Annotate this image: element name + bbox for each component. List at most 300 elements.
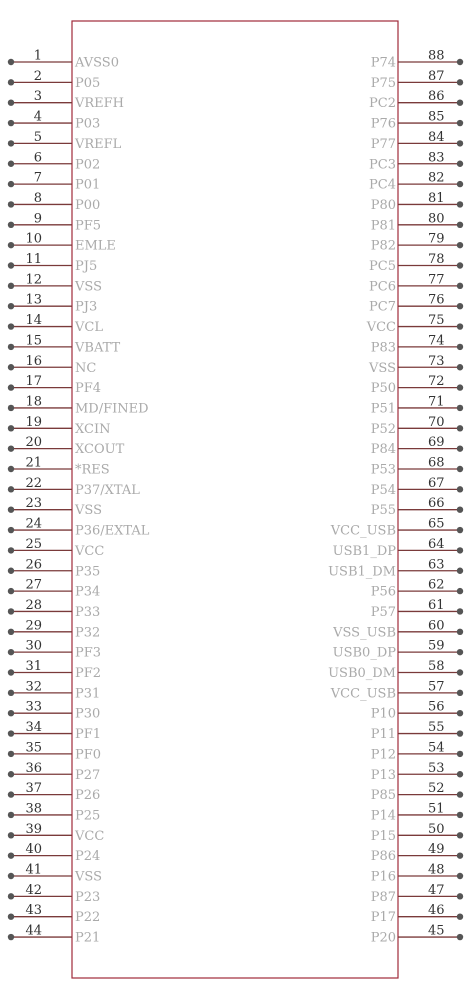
pin-number: 56 [428, 699, 445, 715]
pin-endpoint-dot [8, 527, 14, 533]
pin-number: 53 [428, 760, 445, 776]
pin-endpoint-dot [8, 588, 14, 594]
pin-number: 77 [428, 272, 445, 288]
pin-endpoint-dot [8, 384, 14, 390]
pin-40 [8, 842, 100, 864]
pin-name: P55 [370, 503, 396, 519]
pin-endpoint-dot [457, 222, 463, 228]
pin-endpoint-dot [8, 79, 14, 85]
pin-number: 7 [33, 170, 42, 186]
pin-number: 8 [33, 190, 42, 206]
pin-5 [8, 130, 122, 152]
pin-endpoint-dot [457, 608, 463, 614]
pin-endpoint-dot [8, 344, 14, 350]
pin-endpoint-dot [457, 669, 463, 675]
pin-endpoint-dot [457, 629, 463, 635]
pin-endpoint-dot [8, 730, 14, 736]
pin-endpoint-dot [457, 283, 463, 289]
pin-name: P33 [75, 604, 101, 620]
pin-20 [8, 435, 125, 457]
pin-name: AVSS0 [75, 55, 119, 71]
pin-number: 32 [25, 679, 42, 695]
pin-endpoint-dot [8, 873, 14, 879]
pin-name: NC [75, 360, 97, 376]
pin-38 [8, 801, 100, 823]
pin-endpoint-dot [8, 507, 14, 513]
pin-35 [8, 740, 101, 762]
pin-number: 17 [25, 374, 42, 390]
pin-name: P85 [370, 788, 396, 804]
pin-endpoint-dot [8, 771, 14, 777]
pin-endpoint-dot [457, 181, 463, 187]
pin-number: 15 [25, 333, 42, 349]
pin-endpoint-dot [457, 120, 463, 126]
pin-number: 28 [25, 597, 42, 613]
pin-27 [8, 578, 100, 600]
pin-endpoint-dot [8, 323, 14, 329]
pin-number: 61 [428, 597, 445, 613]
pin-endpoint-dot [457, 364, 463, 370]
pin-name: P35 [75, 564, 101, 580]
pin-number: 4 [33, 109, 42, 125]
pin-endpoint-dot [8, 364, 14, 370]
pin-endpoint-dot [457, 262, 463, 268]
pin-name: P21 [75, 930, 101, 946]
pin-48 [371, 863, 463, 885]
pin-17 [8, 374, 101, 396]
pin-88 [371, 49, 463, 71]
pin-53 [371, 761, 463, 783]
pin-name: P53 [370, 462, 396, 478]
pin-endpoint-dot [8, 629, 14, 635]
pin-number: 80 [428, 211, 445, 227]
pin-endpoint-dot [457, 303, 463, 309]
pin-3 [8, 89, 124, 111]
pin-endpoint-dot [457, 384, 463, 390]
pin-name: P16 [370, 869, 396, 885]
pin-endpoint-dot [8, 201, 14, 207]
pin-number: 33 [25, 699, 42, 715]
pin-number: 88 [428, 48, 445, 64]
pin-number: 13 [25, 292, 42, 308]
pin-16 [8, 354, 97, 376]
pin-75 [366, 313, 463, 335]
pin-number: 31 [25, 659, 42, 674]
pin-8 [8, 191, 100, 213]
pin-4 [8, 110, 100, 132]
pin-44 [8, 924, 100, 946]
pin-number: 12 [25, 272, 42, 288]
pin-endpoint-dot [8, 181, 14, 187]
pin-endpoint-dot [457, 466, 463, 472]
pin-number: 38 [25, 801, 42, 817]
pin-number: 19 [25, 414, 42, 430]
pin-80 [371, 211, 463, 233]
pin-number: 22 [25, 475, 42, 491]
pin-6 [8, 150, 100, 172]
pin-name: P83 [370, 340, 396, 356]
pin-number: 51 [428, 801, 445, 817]
pin-endpoint-dot [457, 344, 463, 350]
pin-46 [371, 903, 463, 925]
pin-45 [371, 924, 463, 946]
pin-endpoint-dot [457, 242, 463, 248]
pin-endpoint-dot [457, 791, 463, 797]
pin-13 [8, 293, 97, 315]
pin-number: 40 [25, 842, 42, 858]
pin-number: 48 [428, 862, 445, 878]
pin-name: P27 [75, 767, 101, 783]
pin-name: P57 [370, 604, 396, 620]
pin-number: 41 [25, 862, 42, 878]
left-pin-group [8, 49, 150, 946]
pin-endpoint-dot [457, 323, 463, 329]
pin-name: PF1 [75, 727, 102, 743]
pin-name: PC5 [369, 259, 396, 274]
pin-name: XCIN [75, 421, 111, 437]
pin-endpoint-dot [457, 852, 463, 858]
pin-endpoint-dot [8, 425, 14, 431]
pin-number: 67 [428, 475, 445, 491]
pin-endpoint-dot [457, 893, 463, 899]
pin-name: PJ5 [75, 259, 98, 274]
pin-30 [8, 639, 101, 661]
pin-62 [371, 578, 463, 600]
pin-number: 2 [33, 68, 42, 84]
pin-85 [371, 110, 463, 132]
pin-number: 76 [428, 292, 445, 308]
pin-endpoint-dot [8, 914, 14, 920]
pin-endpoint-dot [8, 852, 14, 858]
pin-endpoint-dot [457, 405, 463, 411]
pin-endpoint-dot [457, 914, 463, 920]
pin-name: P25 [75, 808, 101, 824]
pin-name: P15 [370, 828, 396, 844]
pin-number: 49 [428, 842, 445, 858]
pin-name: P30 [75, 706, 101, 722]
pin-name: P17 [370, 910, 396, 926]
pin-number: 35 [25, 740, 42, 756]
pin-number: 64 [428, 536, 445, 552]
pin-22 [8, 476, 140, 498]
pin-number: 72 [428, 374, 445, 390]
pin-number: 75 [428, 313, 445, 329]
pin-number: 23 [25, 496, 42, 512]
pin-name: VREFL [75, 136, 122, 152]
pin-number: 58 [428, 659, 445, 674]
pin-endpoint-dot [8, 710, 14, 716]
pin-name: P13 [370, 767, 396, 783]
pin-name: VSS_USB [333, 625, 396, 641]
pin-endpoint-dot [8, 242, 14, 248]
pin-number: 87 [428, 68, 445, 84]
pin-endpoint-dot [8, 445, 14, 451]
pin-36 [8, 761, 100, 783]
pin-endpoint-dot [457, 873, 463, 879]
pin-name: VCC_USB [330, 523, 396, 539]
pin-number: 29 [25, 618, 42, 634]
pin-name: VBATT [75, 340, 121, 356]
pin-number: 37 [25, 781, 42, 797]
pin-number: 9 [33, 211, 42, 227]
pin-number: 3 [33, 89, 42, 105]
pin-name: P14 [370, 808, 396, 824]
pin-endpoint-dot [457, 79, 463, 85]
pin-name: PF0 [75, 747, 102, 763]
pin-endpoint-dot [8, 751, 14, 757]
pin-endpoint-dot [457, 730, 463, 736]
pin-name: VSS [369, 360, 396, 376]
pin-name: P82 [370, 238, 396, 254]
pin-83 [369, 150, 463, 172]
pin-name: VSS [75, 279, 102, 295]
pin-number: 27 [25, 577, 42, 593]
pin-number: 36 [25, 760, 42, 776]
pin-82 [369, 171, 463, 193]
pin-name: VCC [366, 320, 396, 336]
pin-name: P56 [370, 584, 396, 600]
pin-name: P26 [75, 788, 101, 804]
pin-name: P20 [370, 930, 396, 946]
pin-name: PJ3 [75, 299, 98, 315]
pin-name: PC3 [369, 157, 396, 173]
pin-name: XCOUT [75, 442, 125, 458]
pin-endpoint-dot [457, 201, 463, 207]
pin-name: VCC [75, 828, 105, 844]
pin-61 [371, 598, 463, 620]
pin-49 [371, 842, 463, 864]
pin-name: USB1_DM [328, 564, 396, 580]
pin-87 [371, 69, 463, 91]
pin-name: PC2 [369, 96, 396, 112]
pin-number: 83 [428, 150, 445, 166]
pin-2 [8, 69, 100, 91]
pin-number: 78 [428, 252, 445, 267]
pin-79 [371, 232, 463, 254]
pin-77 [369, 272, 463, 294]
pin-endpoint-dot [457, 507, 463, 513]
pin-15 [8, 333, 121, 355]
pin-76 [369, 293, 463, 315]
pin-65 [330, 517, 463, 539]
pin-name: P51 [370, 401, 396, 417]
pin-endpoint-dot [8, 608, 14, 614]
pin-name: P75 [370, 75, 396, 91]
pin-endpoint-dot [8, 262, 14, 268]
pin-11 [8, 252, 97, 274]
pin-name: *RES [75, 462, 110, 478]
pin-endpoint-dot [8, 283, 14, 289]
pin-9 [8, 211, 101, 233]
pin-number: 39 [25, 821, 42, 837]
pin-32 [8, 679, 100, 701]
pin-number: 24 [25, 516, 42, 532]
pin-name: P32 [75, 625, 101, 641]
pin-endpoint-dot [8, 222, 14, 228]
pin-name: P01 [75, 177, 101, 193]
pin-56 [371, 700, 463, 722]
pin-endpoint-dot [457, 59, 463, 65]
pin-21 [8, 456, 110, 478]
pin-39 [8, 822, 105, 844]
pin-number: 54 [428, 740, 445, 756]
pin-name: P76 [370, 116, 396, 132]
pin-19 [8, 415, 111, 437]
pin-name: PF3 [75, 645, 102, 661]
pin-68 [371, 456, 463, 478]
pin-endpoint-dot [457, 100, 463, 106]
pin-number: 5 [33, 129, 42, 145]
pin-name: P80 [370, 197, 396, 213]
pin-51 [371, 801, 463, 823]
pin-28 [8, 598, 100, 620]
pin-25 [8, 537, 105, 559]
pin-endpoint-dot [8, 568, 14, 574]
pin-name: VSS [75, 869, 102, 885]
pin-number: 43 [25, 903, 42, 919]
pin-name: USB0_DM [328, 666, 396, 681]
pin-number: 6 [33, 150, 42, 166]
pin-endpoint-dot [8, 791, 14, 797]
pin-55 [371, 720, 463, 742]
pin-endpoint-dot [457, 588, 463, 594]
pin-endpoint-dot [457, 751, 463, 757]
pin-67 [371, 476, 463, 498]
pin-number: 73 [428, 353, 445, 369]
pin-number: 79 [428, 231, 445, 247]
pin-name: P34 [75, 584, 101, 600]
pin-name: P22 [75, 910, 101, 926]
pin-name: P23 [75, 889, 101, 905]
pin-number: 71 [428, 394, 445, 410]
pin-number: 69 [428, 435, 445, 451]
pin-number: 59 [428, 638, 445, 654]
pin-number: 55 [428, 720, 445, 736]
pin-number: 70 [428, 414, 445, 430]
pin-name: P24 [75, 849, 101, 865]
pin-endpoint-dot [8, 466, 14, 472]
pin-number: 62 [428, 577, 445, 593]
pin-number: 82 [428, 170, 445, 186]
pin-number: 25 [25, 536, 42, 552]
pin-endpoint-dot [457, 649, 463, 655]
ic-body-outline [72, 21, 398, 978]
pin-84 [371, 130, 463, 152]
pin-number: 85 [428, 109, 445, 125]
pin-endpoint-dot [457, 690, 463, 696]
pin-50 [371, 822, 463, 844]
pin-number: 44 [25, 923, 42, 939]
pin-58 [328, 659, 463, 681]
pin-endpoint-dot [8, 303, 14, 309]
pin-name: VCC [75, 543, 105, 559]
pin-endpoint-dot [8, 120, 14, 126]
pin-endpoint-dot [8, 934, 14, 940]
pin-endpoint-dot [8, 832, 14, 838]
pin-number: 47 [428, 882, 445, 898]
right-pin-group [328, 49, 463, 946]
pin-endpoint-dot [457, 812, 463, 818]
pin-name: USB0_DP [332, 645, 396, 661]
pin-69 [371, 435, 463, 457]
pin-52 [371, 781, 463, 803]
pin-number: 84 [428, 129, 445, 145]
pin-74 [371, 333, 463, 355]
pin-1 [8, 49, 119, 71]
pin-endpoint-dot [457, 934, 463, 940]
pin-endpoint-dot [457, 527, 463, 533]
pin-name: P52 [370, 421, 396, 437]
pin-name: P37/XTAL [75, 482, 140, 498]
pin-endpoint-dot [457, 445, 463, 451]
pin-name: PF2 [75, 666, 102, 681]
pin-24 [8, 517, 150, 539]
pin-endpoint-dot [457, 140, 463, 146]
pin-number: 66 [428, 496, 445, 512]
pin-number: 45 [428, 923, 445, 939]
pin-endpoint-dot [8, 100, 14, 106]
pin-23 [8, 496, 102, 518]
pin-name: VCL [75, 320, 103, 336]
pin-name: P03 [75, 116, 101, 132]
pin-name: P74 [370, 55, 396, 71]
pin-number: 20 [25, 435, 42, 451]
pin-81 [371, 191, 463, 213]
pin-name: VCC_USB [330, 686, 396, 702]
pin-endpoint-dot [8, 161, 14, 167]
pin-name: MD/FINED [75, 401, 149, 417]
pin-number: 46 [428, 903, 445, 919]
pin-34 [8, 720, 101, 742]
pin-41 [8, 863, 102, 885]
pin-57 [330, 679, 463, 701]
pin-71 [371, 394, 463, 416]
pin-42 [8, 883, 100, 905]
pin-name: P77 [370, 136, 396, 152]
pin-name: P10 [370, 706, 396, 722]
pin-number: 65 [428, 516, 445, 532]
pin-name: PC7 [369, 299, 396, 315]
pin-endpoint-dot [457, 568, 463, 574]
pin-12 [8, 272, 102, 294]
pin-endpoint-dot [457, 547, 463, 553]
pin-name: PF5 [75, 218, 102, 234]
pin-endpoint-dot [8, 547, 14, 553]
pin-31 [8, 659, 101, 681]
pin-73 [368, 354, 463, 376]
pin-endpoint-dot [8, 690, 14, 696]
pin-number: 11 [25, 252, 42, 267]
pin-name: PC6 [369, 279, 396, 295]
pin-name: P31 [75, 686, 101, 702]
pin-number: 74 [428, 333, 445, 349]
pin-name: P11 [370, 727, 396, 743]
pin-name: P02 [75, 157, 101, 173]
pin-number: 21 [25, 455, 42, 471]
pin-endpoint-dot [8, 893, 14, 899]
pin-33 [8, 700, 100, 722]
pin-name: VSS [75, 503, 102, 519]
pin-name: P86 [370, 849, 396, 865]
pin-name: PC4 [369, 177, 396, 193]
pin-endpoint-dot [8, 140, 14, 146]
pin-63 [328, 557, 463, 579]
pin-name: P84 [370, 442, 396, 458]
pin-number: 26 [25, 557, 42, 573]
pin-number: 1 [33, 48, 42, 64]
pin-endpoint-dot [8, 486, 14, 492]
pin-endpoint-dot [457, 832, 463, 838]
